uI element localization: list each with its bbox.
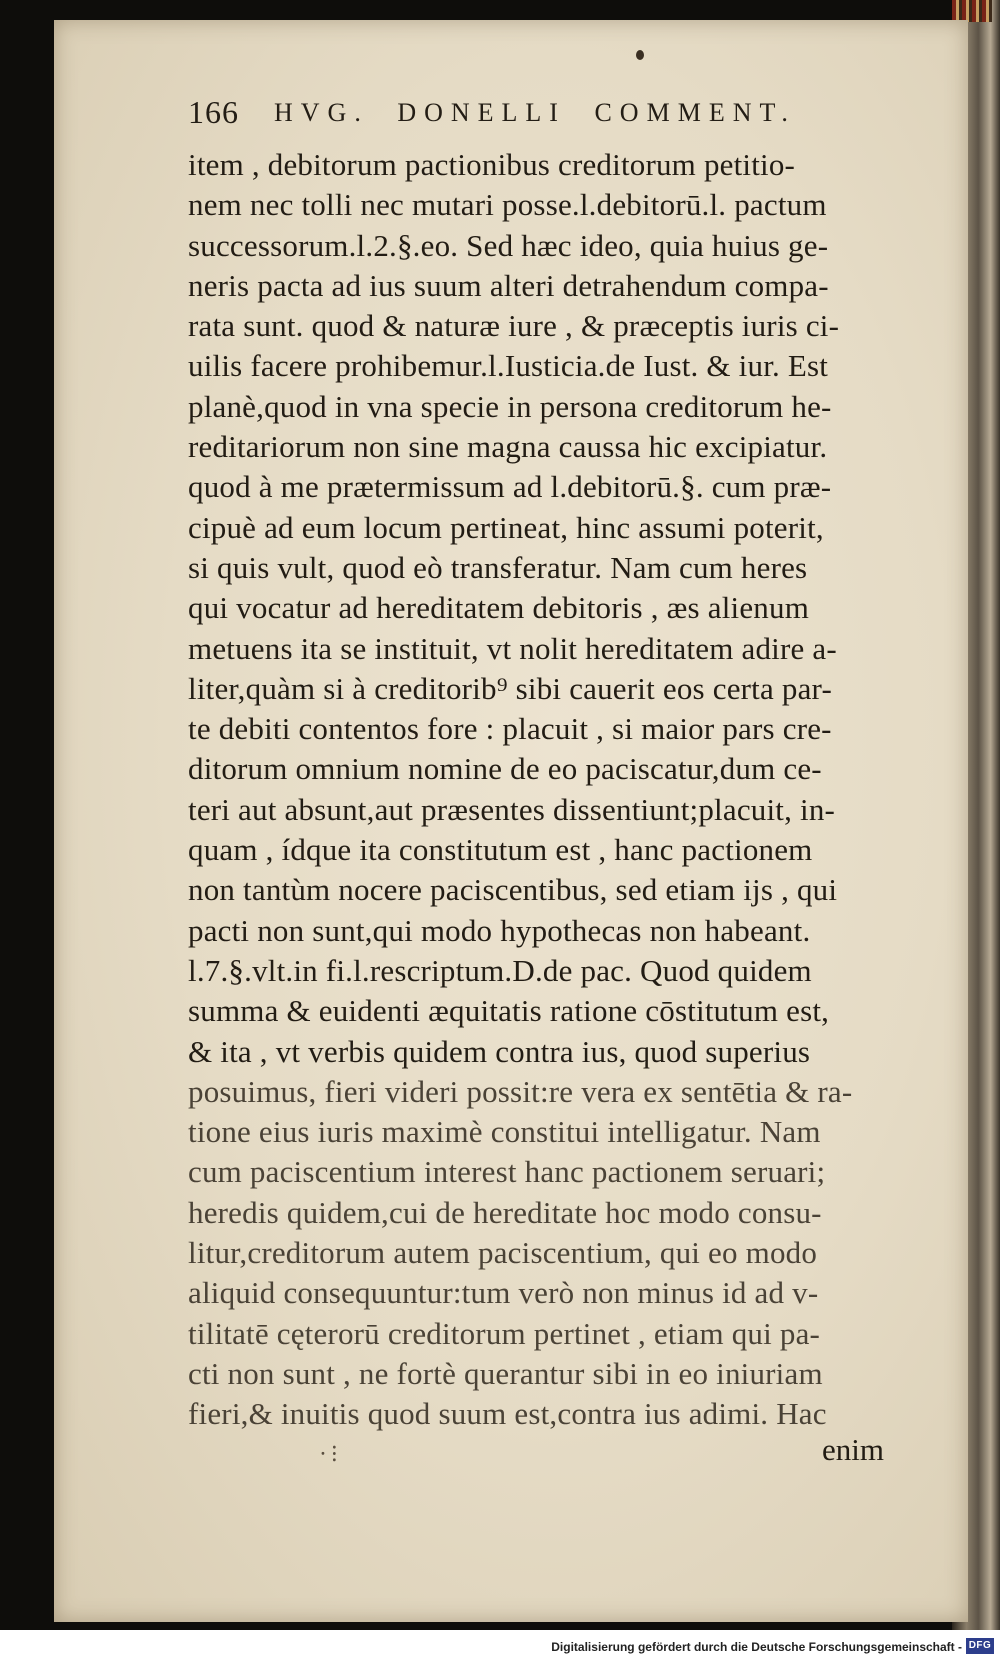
- text-line: posuimus, fieri videri possit:re vera ex sentētia & ra-: [188, 1073, 853, 1109]
- dfg-logo: DFG: [966, 1638, 994, 1654]
- text-line: metuens ita se instituit, vt nolit hereditatem adire a-: [188, 630, 837, 666]
- text-line: successorum.l.2.§.eo. Sed hæc ideo, quia huius ge-: [188, 227, 829, 263]
- text-line: uilis facere prohibemur.l.Iusticia.de Iust. & iur. Est: [188, 348, 829, 384]
- digitization-footer: [0, 1630, 1000, 1666]
- running-head: [188, 94, 838, 134]
- text-line: cti non sunt , ne fortè querantur sibi in eo iniuriam: [188, 1355, 823, 1391]
- text-line: qui vocatur ad hereditatem debitoris , æs alienum: [188, 590, 810, 626]
- text-line: quod à me prætermissum ad l.debitorū.§. cum præ-: [188, 469, 832, 505]
- text-line: ditorum omnium nomine de eo paciscatur,dum ce-: [188, 751, 822, 787]
- body-text: [188, 145, 908, 1435]
- text-line: fieri,& inuitis quod suum est,contra ius adimi. Hac: [188, 1396, 827, 1432]
- book-headband: [952, 0, 992, 22]
- page-number: 166: [188, 94, 239, 130]
- text-line: reditariorum non sine magna caussa hic excipiatur.: [188, 429, 828, 465]
- ink-blot: [636, 50, 644, 60]
- funding-credit: Digitalisierung gefördert durch die Deutsche Forschungsgemeinschaft -: [551, 1640, 962, 1654]
- text-line: planè,quod in vna specie in persona creditorum he-: [188, 388, 832, 424]
- text-line: aliquid consequuntur:tum verò non minus id ad v-: [188, 1275, 819, 1311]
- text-line: si quis vult, quod eò transferatur. Nam cum heres: [188, 549, 808, 585]
- text-line: cum paciscentium interest hanc pactionem seruari;: [188, 1154, 826, 1190]
- text-line: tilitatē cęterorū creditorum pertinet , etiam qui pa-: [188, 1315, 821, 1351]
- text-line: litur,creditorum autem paciscentium, qui eo modo: [188, 1235, 818, 1271]
- text-line: rata sunt. quod & naturæ iure , & præceptis iuris ci-: [188, 308, 840, 344]
- text-line: liter,quàm si à creditorib⁹ sibi cauerit eos certa par-: [188, 670, 832, 706]
- text-line: summa & euidenti æquitatis ratione cōstitutum est,: [188, 993, 830, 1029]
- text-line: tione eius iuris maximè constitui intelligatur. Nam: [188, 1114, 821, 1150]
- signature-marks: ⸱ ⁝: [320, 1441, 338, 1466]
- text-line: non tantùm nocere paciscentibus, sed etiam ijs , qui: [188, 872, 838, 908]
- text-line: l.7.§.vlt.in fi.l.rescriptum.D.de pac. Quod quidem: [188, 952, 812, 988]
- text-line: & ita , vt verbis quidem contra ius, quod superius: [188, 1033, 811, 1069]
- text-line: nem nec tolli nec mutari posse.l.debitorū.l. pactum: [188, 187, 827, 223]
- text-line: pacti non sunt,qui modo hypothecas non habeant.: [188, 912, 811, 948]
- text-line: te debiti contentos fore : placuit , si maior pars cre-: [188, 711, 832, 747]
- text-line: teri aut absunt,aut præsentes dissentiunt;placuit, in-: [188, 791, 836, 827]
- running-title: HVG. DONELLI COMMENT.: [274, 98, 796, 127]
- text-line: quam , ídque ita constitutum est , hanc pactionem: [188, 832, 813, 868]
- text-line: item , debitorum pactionibus creditorum petitio-: [188, 147, 796, 182]
- text-line: cipuè ad eum locum pertineat, hinc assumi poterit,: [188, 509, 824, 545]
- text-line: neris pacta ad ius suum alteri detrahendum compa-: [188, 267, 829, 303]
- catchword: enim: [822, 1432, 884, 1467]
- text-line: heredis quidem,cui de hereditate hoc modo consu-: [188, 1194, 822, 1230]
